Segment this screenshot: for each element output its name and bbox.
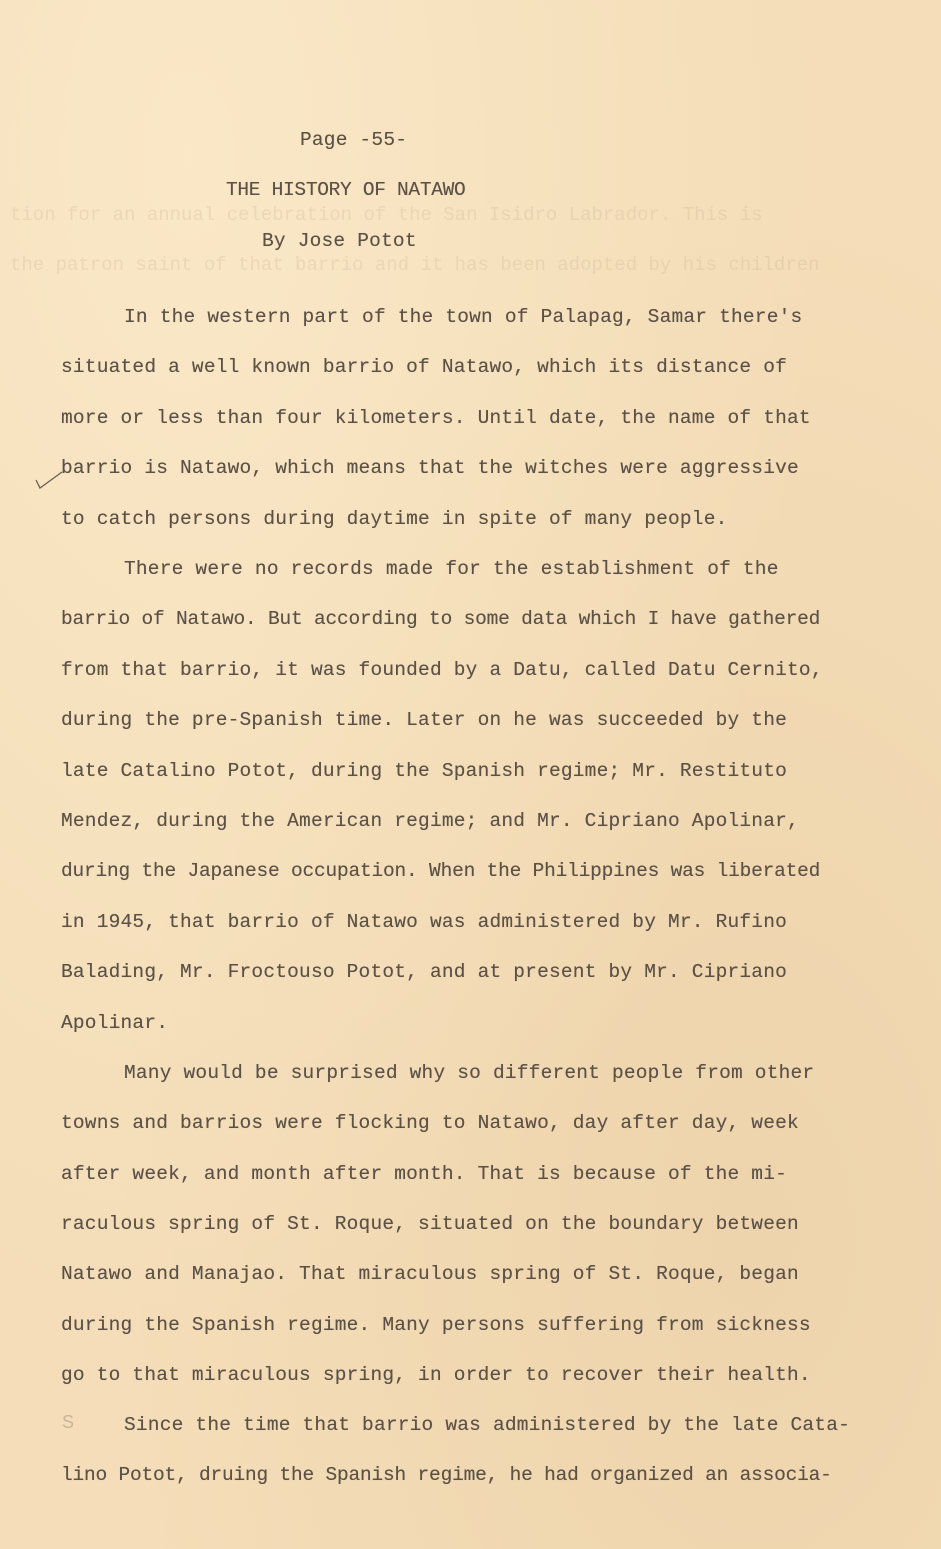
- body-line: Apolinar.: [61, 1012, 169, 1034]
- body-line: after week, and month after month. That is because of the mi-: [61, 1163, 788, 1185]
- bleed-through-text: the patron saint of that barrio and it has been adopted by his children: [10, 254, 820, 276]
- body-line: barrio of Natawo. But according to some data which I have gathered: [61, 608, 821, 630]
- document-author: By Jose Potot: [262, 230, 417, 252]
- body-line: Many would be surprised why so different people from other: [124, 1062, 815, 1084]
- body-line: more or less than four kilometers. Until date, the name of that: [61, 407, 811, 429]
- body-line: Natawo and Manajao. That miraculous spring of St. Roque, began: [61, 1263, 799, 1285]
- document-title: THE HISTORY OF NATAWO: [226, 179, 466, 201]
- body-line: Since the time that barrio was administered by the late Cata-: [124, 1414, 851, 1436]
- margin-mark: S: [62, 1412, 75, 1432]
- body-line: Mendez, during the American regime; and Mr. Cipriano Apolinar,: [61, 810, 799, 832]
- body-line: raculous spring of St. Roque, situated on the boundary between: [61, 1213, 799, 1235]
- body-line: towns and barrios were flocking to Natawo, day after day, week: [61, 1112, 799, 1134]
- body-line: In the western part of the town of Palapag, Samar there's: [124, 306, 803, 328]
- body-line: go to that miraculous spring, in order to recover their health.: [61, 1364, 811, 1386]
- body-line: Balading, Mr. Froctouso Potot, and at present by Mr. Cipriano: [61, 961, 788, 983]
- body-line: from that barrio, it was founded by a Datu, called Datu Cernito,: [61, 659, 823, 681]
- page-number: Page -55-: [300, 129, 408, 151]
- body-line: late Catalino Potot, during the Spanish regime; Mr. Restituto: [61, 760, 788, 782]
- handwritten-check-icon: [34, 468, 64, 492]
- body-line: barrio is Natawo, which means that the witches were aggressive: [61, 457, 799, 479]
- body-line: in 1945, that barrio of Natawo was administered by Mr. Rufino: [61, 911, 788, 933]
- body-line: during the Japanese occupation. When the Philippines was liberated: [61, 860, 821, 882]
- body-line: during the Spanish regime. Many persons suffering from sickness: [61, 1314, 811, 1336]
- body-line: situated a well known barrio of Natawo, which its distance of: [61, 356, 788, 378]
- body-line: during the pre-Spanish time. Later on he was succeeded by the: [61, 709, 788, 731]
- bleed-through-text: tion for an annual celebration of the San Isidro Labrador. This is: [10, 204, 763, 226]
- body-line: to catch persons during daytime in spite of many people.: [61, 508, 728, 530]
- body-line: There were no records made for the establishment of the: [124, 558, 779, 580]
- body-line: lino Potot, druing the Spanish regime, he had organized an associa-: [61, 1464, 832, 1486]
